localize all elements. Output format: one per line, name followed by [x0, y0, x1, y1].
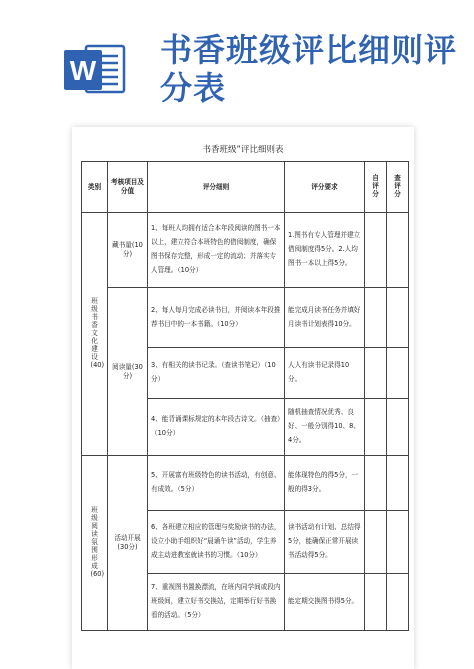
- header-item: 考核项目及分值: [108, 162, 148, 213]
- document-page: [72, 127, 414, 669]
- check-score-cell[interactable]: [387, 348, 409, 399]
- self-score-cell[interactable]: [365, 456, 387, 511]
- requirement-cell: 能完成月读书任务并填好月读书计划表得10分。: [285, 288, 365, 348]
- header-detail: 评分细则: [148, 162, 285, 213]
- detail-cell: 2、每人每月完成必读书目，并阅读本年段推荐书目中的一本书籍。（10分）: [148, 288, 285, 348]
- check-score-cell[interactable]: [387, 399, 409, 456]
- header-self-score: 自评分: [365, 162, 387, 213]
- page-header: [0, 0, 474, 112]
- detail-cell: 5、开展富有班级特色的读书活动，有创意、有成效。（5分）: [148, 456, 285, 511]
- category-cell: 班级阅读氛围形成(60): [82, 456, 108, 631]
- table-header-row: [82, 162, 409, 213]
- table-row: [82, 288, 409, 348]
- item-cell: 阅读量(30分): [108, 288, 148, 456]
- item-cell: 藏书量(10分): [108, 213, 148, 288]
- requirement-cell: 读书活动有计划、总结得5分，能确保正常开展读书活动得5分。: [285, 511, 365, 574]
- detail-cell: 3、有相关的读书记录。（查读书笔记）（10分）: [148, 348, 285, 399]
- header-check-score: 查评分: [387, 162, 409, 213]
- category-cell: 班级书香文化建设(40): [82, 213, 108, 456]
- check-score-cell[interactable]: [387, 511, 409, 574]
- self-score-cell[interactable]: [365, 288, 387, 348]
- evaluation-table: [81, 161, 409, 631]
- check-score-cell[interactable]: [387, 456, 409, 511]
- table-row: [82, 213, 409, 288]
- detail-cell: 6、各班建立相应的管理与奖励读书的办法，设立小助手组织好“晨诵午读”活动，学生养成主动进教室就读书的习惯。（10分）: [148, 511, 285, 574]
- page-title: 书香班级评比细则评分表: [160, 31, 458, 107]
- check-score-cell[interactable]: [387, 574, 409, 631]
- requirement-cell: 1.图书有专人管理并建立借阅制度得5分。2.人均图书一本以上得5分。: [285, 213, 365, 288]
- word-document-icon: [64, 42, 126, 96]
- detail-cell: 7、重视图书置换漂流，在班内同学间或段内班级间，建立好书交换站，定期举行好书换看的活动。（5分）: [148, 574, 285, 631]
- requirement-cell: 人人有读书记录得10分。: [285, 348, 365, 399]
- check-score-cell[interactable]: [387, 288, 409, 348]
- requirement-cell: 能体现特色的得5分，一般的得3分。: [285, 456, 365, 511]
- self-score-cell[interactable]: [365, 213, 387, 288]
- self-score-cell[interactable]: [365, 574, 387, 631]
- detail-cell: 1、每班人均拥有适合本年段阅读的图书一本以上，建立符合本班特色的借阅制度，确保图书保存完整，形成一定的流动；并落实专人管理。（10分）: [148, 213, 285, 288]
- self-score-cell[interactable]: [365, 511, 387, 574]
- document-title: 书香班级”评比细则表: [202, 145, 284, 155]
- detail-cell: 4、能背诵课标规定的本年段古诗文。（抽查）（10分）: [148, 399, 285, 456]
- header-requirement: 评分要求: [285, 162, 365, 213]
- word-icon-letter: W: [69, 55, 97, 86]
- table-row: [82, 456, 409, 511]
- self-score-cell[interactable]: [365, 399, 387, 456]
- check-score-cell[interactable]: [387, 213, 409, 288]
- header-category: 类别: [82, 162, 108, 213]
- requirement-cell: 能定期交换图书得5分。: [285, 574, 365, 631]
- requirement-cell: 随机抽查情况优秀、良好、一般分别得10、8、4分。: [285, 399, 365, 456]
- item-cell: 活动开展(30分): [108, 456, 148, 631]
- self-score-cell[interactable]: [365, 348, 387, 399]
